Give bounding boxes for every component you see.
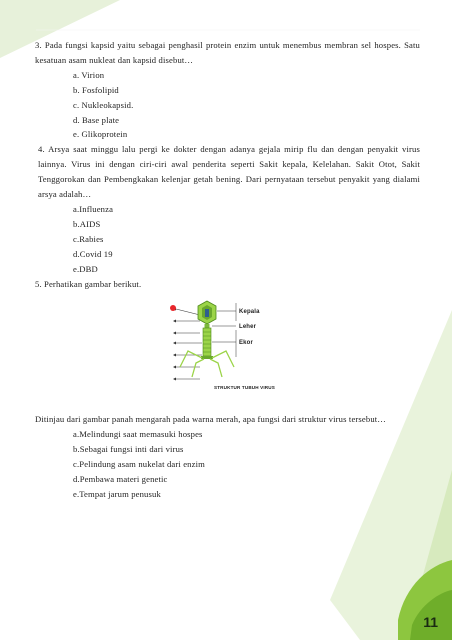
- q4-option-b: b.AIDS: [73, 218, 101, 229]
- figure-caption: STRUKTUR TUBUH VIRUS: [214, 385, 275, 391]
- q5-question: Ditinjau dari gambar panah mengarah pada warna merah, apa fungsi dari struktur virus tersebut…: [35, 414, 387, 425]
- page-content: [35, 38, 420, 502]
- red-marker: [170, 305, 176, 311]
- q3-option-e: e. Glikoprotein: [73, 129, 128, 140]
- q3-question: 3. Pada fungsi kapsid yaitu sebagai penghasil protein enzim untuk menembus membran sel hospes. Satu kesatuan asam nukleat dan kapsid disebut…: [35, 40, 420, 65]
- q5-option-a: a.Melindungi saat memasuki hospes: [73, 429, 203, 440]
- q3-option-a: a. Virion: [73, 69, 105, 80]
- virus-structure-figure: [170, 297, 312, 393]
- label-ekor: Ekor: [239, 340, 253, 347]
- q3-option-d: d. Base plate: [73, 114, 120, 125]
- q5-option-d: d.Pembawa materi genetic: [73, 474, 168, 485]
- q5-option-e: e.Tempat jarum penusuk: [73, 488, 161, 499]
- q3-option-c: c. Nukleokapsid.: [73, 99, 134, 110]
- q4-question: 4. Arsya saat minggu lalu pergi ke dokter dengan adanya gejala mirip flu dan dengan penyakit virus lainnya. Virus ini dengan ciri-ciri awal penderita seperti Sakit kepala, Kelelahan. Sakit Otot, Sakit Tenggorokan dan Pembengkakan kelenjar getah bening. Dari pernyataan tersebut penyakit yang dialami arsya adalah…: [38, 144, 420, 200]
- q4-option-c: c.Rabies: [73, 233, 104, 244]
- q5-option-c: c.Pelindung asam nukelat dari enzim: [73, 459, 205, 470]
- q5-option-b: b.Sebagai fungsi inti dari virus: [73, 444, 184, 455]
- q5-intro: 5. Perhatikan gambar berikut.: [35, 278, 142, 289]
- q4-option-d: d.Covid 19: [73, 248, 113, 259]
- q4-option-a: a.Influenza: [73, 203, 114, 214]
- page-number: 11: [423, 614, 438, 630]
- q3-option-b: b. Fosfolipid: [73, 84, 119, 95]
- q4-option-e: e.DBD: [73, 263, 98, 274]
- label-leher: Leher: [239, 324, 257, 331]
- label-kepala: Kepala: [239, 309, 260, 316]
